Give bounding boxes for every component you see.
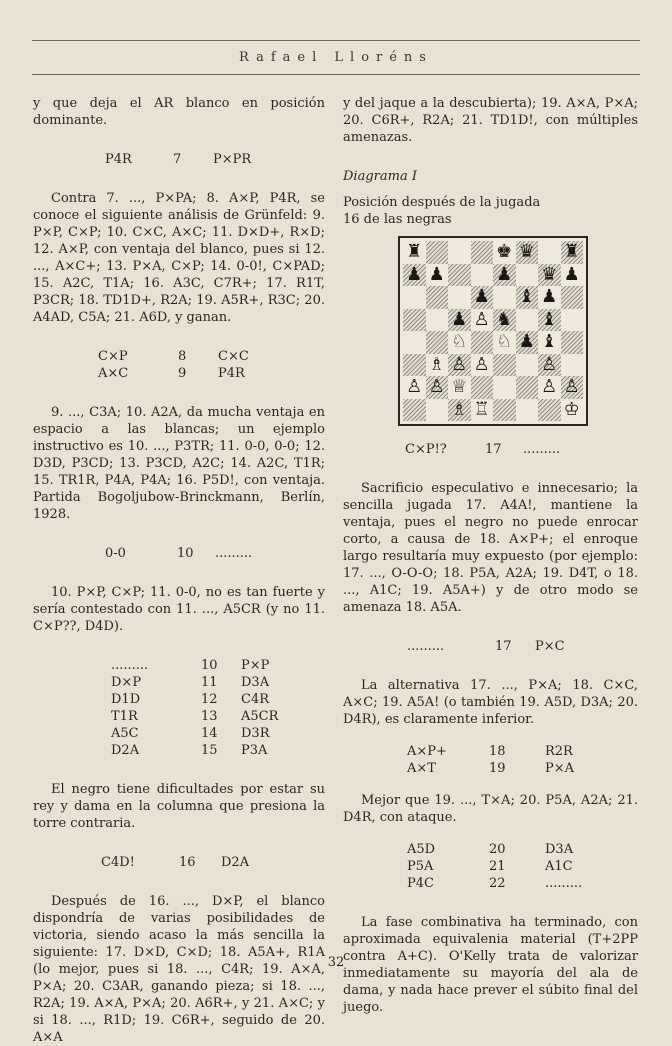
- paragraph: El negro tiene dificultades por estar su rey y dama en la columna que presiona la torre contraria.: [33, 782, 325, 831]
- board-square: [538, 399, 561, 422]
- board-square: [493, 286, 516, 309]
- page-number: 32: [327, 955, 345, 970]
- white-knight-icon: ♘: [451, 331, 468, 352]
- paragraph: 9. ..., C3A; 10. A2A, da mucha ventaja en espacio a las blancas; un ejemplo instructivo es 10. ..., P3TR; 11. 0-0, 0-0; 12. D3D, P3CD; 13. P3CD, A2C; 14. A2C, T1R; 15. TR1R, P4A, P4A; 16. P5D!, con ventaja. Partida Bogoljubow-Brinckmann, Berlín, 1928.: [33, 405, 325, 522]
- chess-board: [403, 241, 583, 421]
- board-square: [493, 376, 516, 399]
- paragraph: y del jaque a la descubierta); 19. A×A, P×A; 20. C6R+, R2A; 21. TD1D!, con múltiples amenazas.: [343, 96, 638, 145]
- header-rule-bottom: [32, 74, 640, 75]
- paragraph: Sacrificio especulativo e innecesario; la sencilla jugada 17. A4A!, mantiene la ventaja, pues el negro no puede enrocar corto, a causa de 18. A×P+; el enroque largo resultaría muy expuesto (por ejemplo: 17. ..., O-O-O; 18. P5A, A2A; 19. D4T, o 18. ..., A1C; 19. A5A+) y de otro modo se amenaza 18. A5A.: [343, 481, 638, 615]
- move-line: A×P+ 18 R2R: [407, 744, 573, 759]
- board-square: [471, 376, 494, 399]
- board-square: [471, 241, 494, 264]
- board-square: [516, 354, 539, 377]
- white-pawn-icon: ♙: [473, 308, 490, 330]
- board-square: [426, 309, 449, 332]
- paragraph: Contra 7. ..., P×PA; 8. A×P, P4R, se conoce el siguiente análisis de Grünfeld: 9. P×P, C×P; 10. C×C, A×C; 11. D×D+, R×D; 12. A×P, con ventaja del blanco, pues si 12. ..., A×C+; 13. P×A, C×P; 14. 0-0!, C×PAD; 15. A2C, T1A; 16. A3C, C7R+; 17. R1T, P3CR; 18. TD1D+, R2A; 19. A5R+, R3C; 20. A4AD, C5A; 21. A6D, y ganan.: [33, 191, 325, 325]
- black-pawn-icon: ♟: [496, 263, 513, 285]
- board-square: [561, 309, 584, 332]
- paragraph: 10. P×P, C×P; 11. 0-0, no es tan fuerte y sería contestado con 11. ..., A5CR (y no 11. C×P??, D4D).: [33, 585, 325, 634]
- white-pawn-icon: ♙: [406, 376, 423, 397]
- running-header: Rafael Lloréns: [239, 50, 433, 65]
- diagram-title: Diagrama I: [343, 169, 417, 184]
- black-pawn-icon: ♟: [473, 286, 490, 307]
- board-square: [471, 264, 494, 287]
- left-column: [33, 95, 325, 1046]
- chess-diagram: [398, 236, 588, 426]
- board-square: [403, 354, 426, 377]
- black-king-icon: ♚: [496, 241, 513, 262]
- move-line: D1D 12 C4R: [111, 692, 270, 707]
- board-square: [538, 241, 561, 264]
- white-bishop-icon: ♗: [451, 398, 468, 420]
- board-square: [403, 309, 426, 332]
- white-pawn-icon: ♙: [473, 353, 490, 375]
- black-pawn-icon: ♟: [406, 263, 423, 285]
- board-square: [493, 354, 516, 377]
- paragraph: La fase combinativa ha terminado, con aproximada equivalenia material (T+2PP contra A+C). O'Kelly trata de valorizar inmediatamente su mayoría del ala de dama, y nada hace prever el súbito final del juego.: [343, 915, 638, 1015]
- header-rule-top: [32, 40, 640, 41]
- black-queen-icon: ♛: [541, 263, 558, 285]
- white-pawn-icon: ♙: [428, 376, 445, 397]
- move-line: A5C 14 D3R: [111, 726, 270, 741]
- board-square: [516, 309, 539, 332]
- paragraph: Después de 16. ..., D×P, el blanco dispondría de varias posibilidades de victoria, siendo acaso la más sencilla la siguiente: 17. D×D, C×D; 18. A5A+, R1A (lo mejor, pues si 18. ..., C4R; 19. A×A, P×A; 20. C3AR, ganando pieza; si 18. ..., R2A; 19. A×A, P×A; 20. A6R+, y 21. A×C; y si 18. ..., R1D; 19. C6R+, seguido de 20. A×A: [33, 894, 325, 1045]
- move-line: P5A 21 A1C: [407, 859, 573, 874]
- diagram-caption: Posición después de la jugada: [343, 195, 541, 210]
- black-pawn-icon: ♟: [541, 286, 558, 307]
- right-column: [343, 95, 638, 1016]
- paragraph: y que deja el AR blanco en posición dominante.: [33, 96, 325, 128]
- black-knight-icon: ♞: [496, 308, 513, 330]
- board-square: [561, 331, 584, 354]
- black-bishop-icon: ♝: [541, 331, 558, 352]
- black-rook-icon: ♜: [406, 241, 423, 262]
- move-line: C×P 8 C×C: [98, 349, 249, 364]
- move-line: P4R 7 P×PR: [105, 152, 252, 167]
- board-square: [426, 331, 449, 354]
- board-square: [448, 264, 471, 287]
- board-square: [426, 286, 449, 309]
- board-square: [448, 286, 471, 309]
- board-square: [448, 241, 471, 264]
- board-square: [561, 354, 584, 377]
- white-pawn-icon: ♙: [541, 376, 558, 397]
- black-pawn-icon: ♟: [518, 331, 535, 352]
- black-bishop-icon: ♝: [518, 286, 535, 307]
- board-square: [516, 376, 539, 399]
- move-line: C×P!? 17 .........: [405, 442, 561, 457]
- white-pawn-icon: ♙: [541, 353, 558, 375]
- white-bishop-icon: ♗: [428, 353, 445, 375]
- move-line: 0-0 10 .........: [105, 546, 253, 561]
- move-line: ......... 10 P×P: [111, 658, 270, 673]
- board-square: [471, 331, 494, 354]
- board-square: [426, 241, 449, 264]
- board-square: [493, 399, 516, 422]
- black-pawn-icon: ♟: [563, 263, 580, 285]
- board-square: [516, 264, 539, 287]
- white-pawn-icon: ♙: [451, 353, 468, 375]
- white-king-icon: ♔: [563, 398, 580, 420]
- board-square: [403, 399, 426, 422]
- black-bishop-icon: ♝: [541, 308, 558, 330]
- move-line: D×P 11 D3A: [111, 675, 270, 690]
- white-pawn-icon: ♙: [563, 376, 580, 397]
- white-rook-icon: ♖: [473, 398, 490, 420]
- black-pawn-icon: ♟: [428, 263, 445, 285]
- paragraph: Mejor que 19. ..., T×A; 20. P5A, A2A; 21. D4R, con ataque.: [343, 793, 638, 825]
- board-square: [403, 331, 426, 354]
- board-square: [516, 399, 539, 422]
- move-line: A×C 9 P4R: [98, 366, 245, 381]
- move-line: ......... 17 P×C: [407, 639, 565, 654]
- white-knight-icon: ♘: [496, 331, 513, 352]
- black-rook-icon: ♜: [563, 241, 580, 262]
- paragraph: La alternativa 17. ..., P×A; 18. C×C, A×C; 19. A5A! (o también 19. A5D, D3A; 20. D4R), es claramente inferior.: [343, 678, 638, 727]
- black-queen-icon: ♛: [518, 241, 535, 262]
- diagram-caption: 16 de las negras: [343, 212, 452, 227]
- move-line: A5D 20 D3A: [407, 842, 574, 857]
- white-queen-icon: ♕: [451, 376, 468, 397]
- black-pawn-icon: ♟: [451, 308, 468, 330]
- move-table: [33, 657, 325, 759]
- board-square: [426, 399, 449, 422]
- board-square: [561, 286, 584, 309]
- move-line: P4C 22 .........: [407, 876, 583, 891]
- move-line: T1R 13 A5CR: [111, 709, 279, 724]
- move-line: A×T 19 P×A: [407, 761, 575, 776]
- move-line: D2A 15 P3A: [111, 743, 268, 758]
- move-line: C4D! 16 D2A: [101, 855, 250, 870]
- board-square: [403, 286, 426, 309]
